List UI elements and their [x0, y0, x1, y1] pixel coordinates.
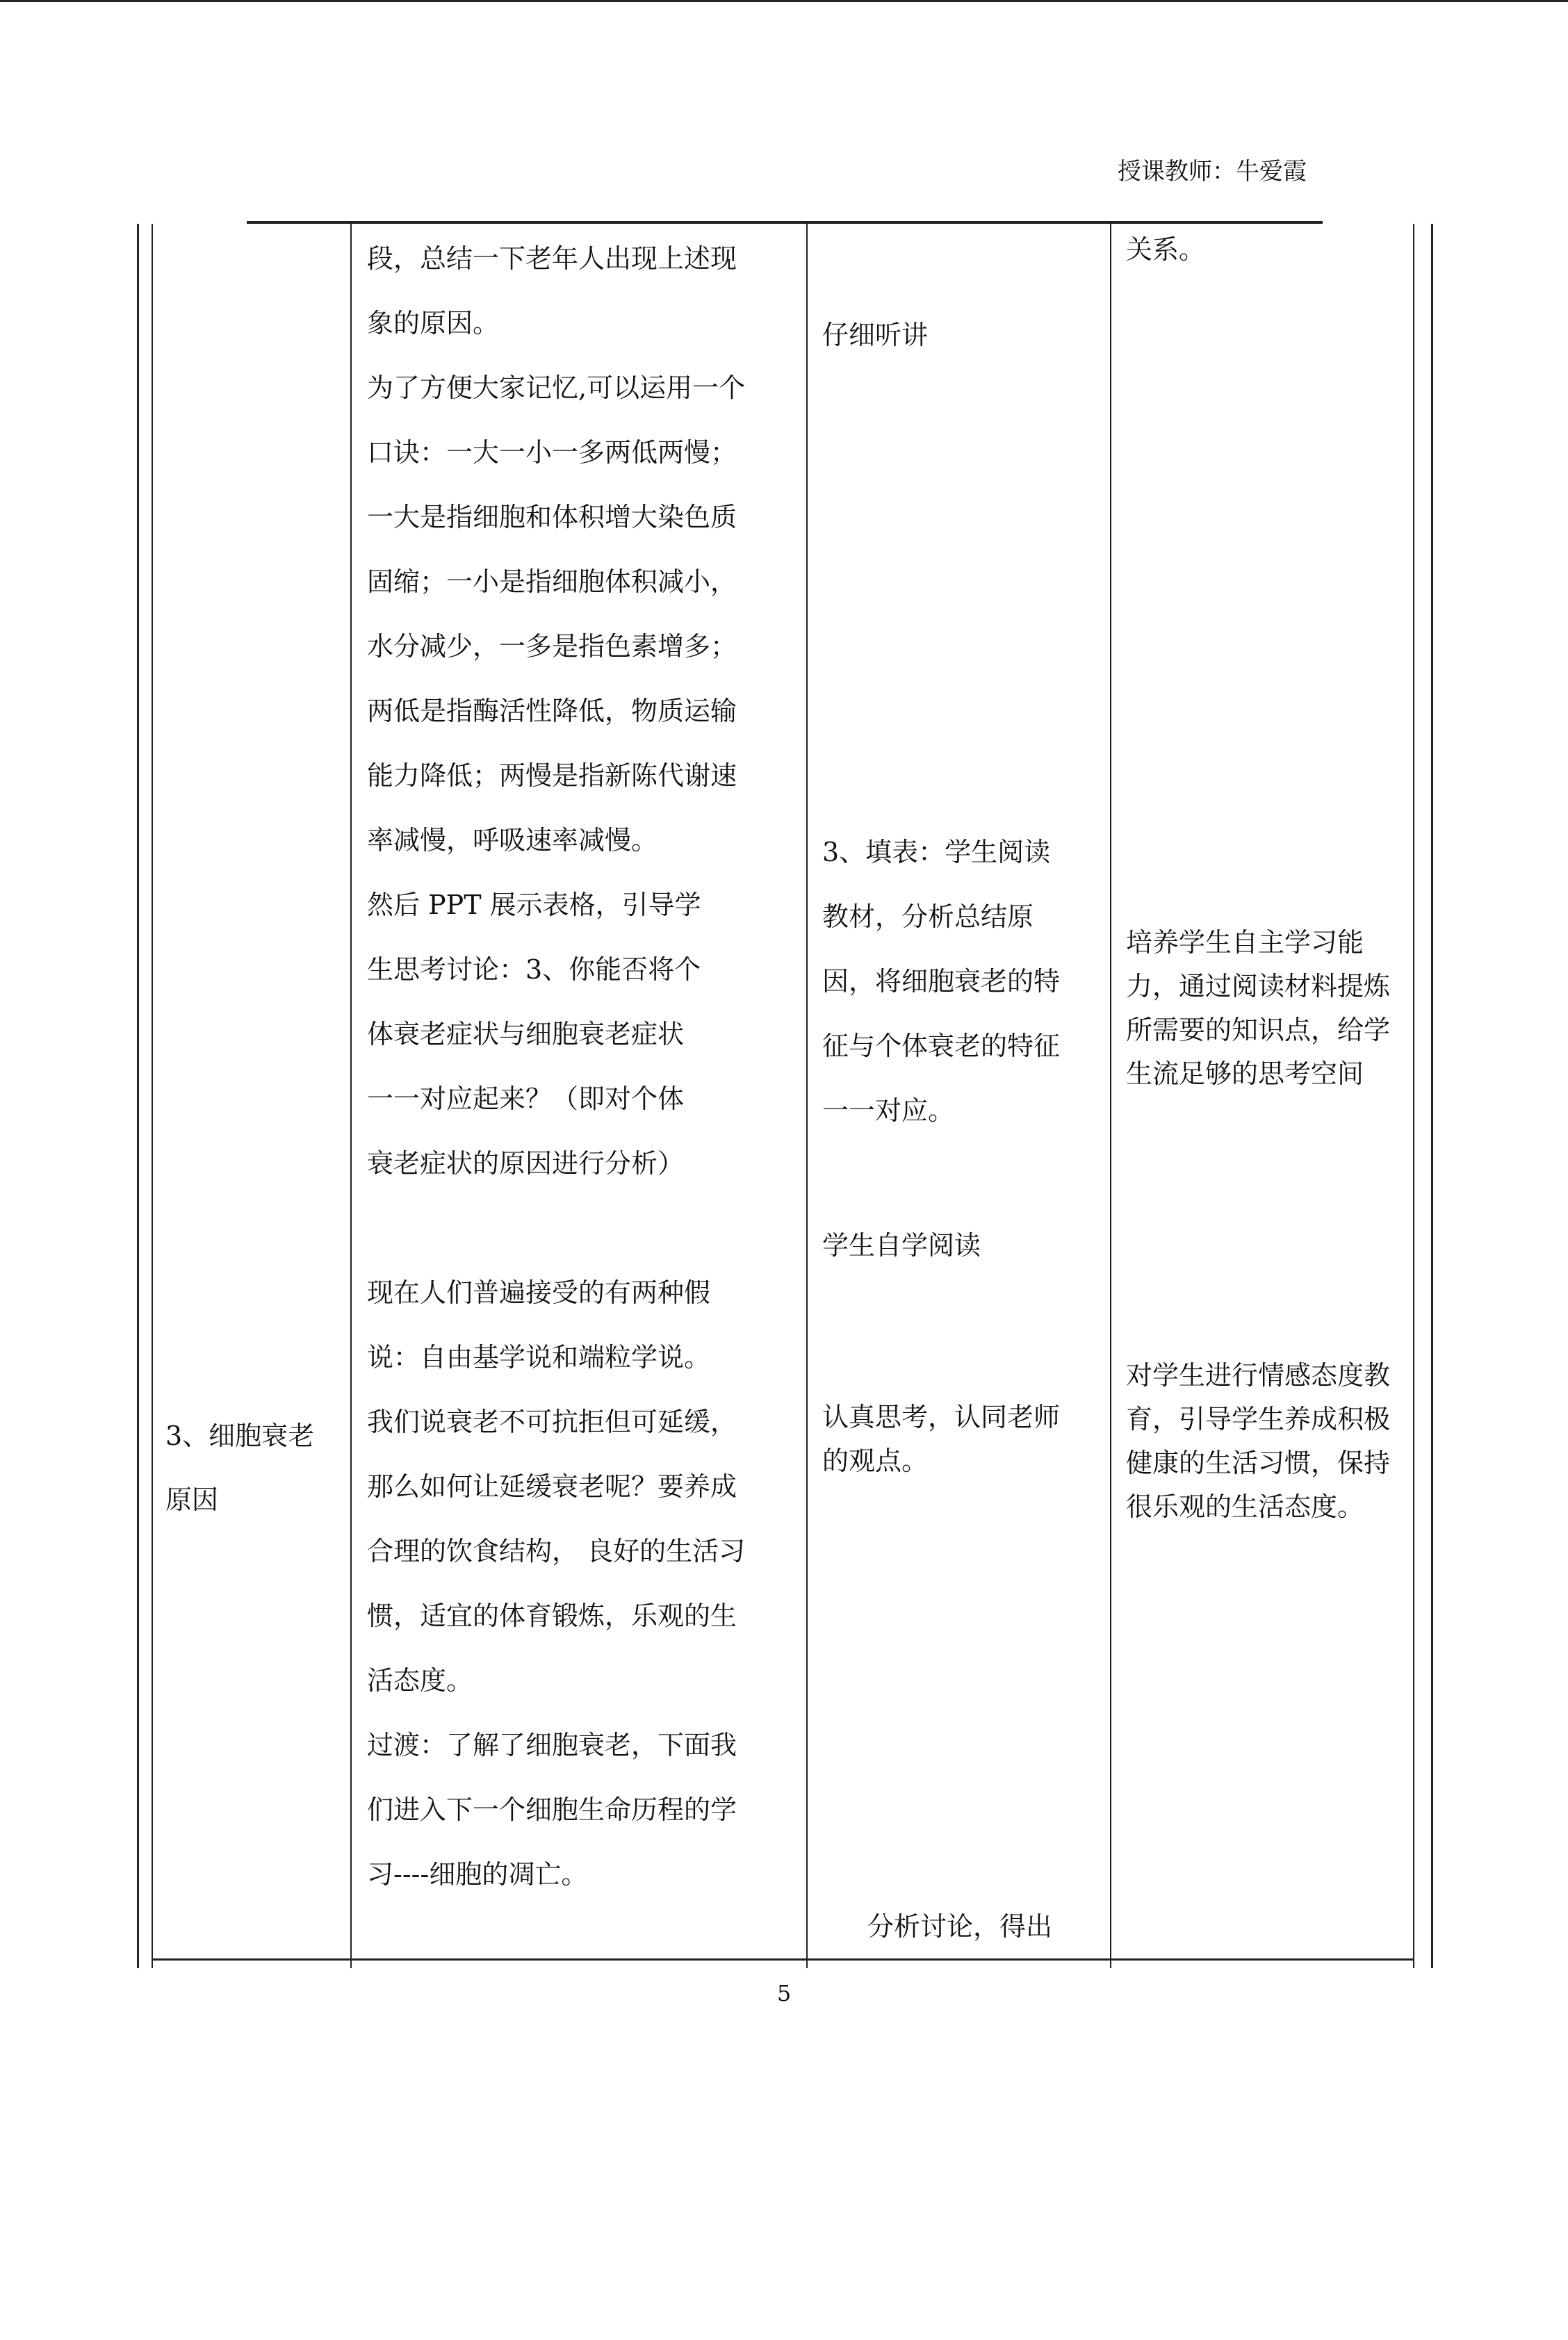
text-line: 率减慢，呼吸速率减慢。	[367, 825, 658, 856]
text-line: 段，总结一下老年人出现上述现	[367, 243, 737, 274]
text-line: 两低是指酶活性降低，物质运输	[367, 696, 737, 726]
text-line: 因，将细胞衰老的特	[822, 966, 1061, 997]
text-line: 一大是指细胞和体积增大染色质	[367, 502, 737, 532]
text-line: 能力降低；两慢是指新陈代谢速	[367, 760, 737, 791]
text-line: 衰老症状的原因进行分析）	[367, 1148, 685, 1179]
intent-relation: 关系。	[1126, 234, 1206, 265]
text-line: 然后 PPT 展示表格，引导学	[367, 890, 701, 920]
text-line: 们进入下一个细胞生命历程的学	[367, 1794, 737, 1825]
student-fill-table	[822, 820, 1100, 1143]
student-think	[822, 1396, 1100, 1483]
table-inner-right-border	[1413, 224, 1414, 1968]
text-line: 说：自由基学说和端粒学说。	[367, 1342, 711, 1373]
text-line: 活态度。	[367, 1665, 473, 1696]
text-line: 水分减少，一多是指色素增多；	[367, 631, 737, 662]
intent-emotion: 对学生进行情感态度教育，引导学生养成积极健康的生活习惯，保持很乐观的生活态度。	[1126, 1360, 1391, 1522]
column-divider-1	[350, 224, 352, 1968]
text-line: 为了方便大家记忆,可以运用一个	[367, 373, 746, 403]
table-outer-left-border	[137, 224, 139, 1968]
text-line: 固缩；一小是指细胞体积减小，	[367, 566, 737, 597]
text-line: 体衰老症状与细胞衰老症状	[367, 1019, 685, 1049]
text-line: 合理的饮食结构， 良好的生活习	[367, 1536, 746, 1566]
text-line: 惯，适宜的体育锻炼，乐观的生	[367, 1601, 737, 1631]
text-line: 象的原因。	[367, 308, 500, 338]
text-line: 口诀：一大一小一多两低两慢；	[367, 437, 737, 468]
section-title-cell: 3、细胞衰老原因	[165, 1421, 315, 1515]
student-discuss: 分析讨论，得出	[867, 1911, 1053, 1942]
column-divider-2	[806, 224, 808, 1968]
text-line: 那么如何让延缓衰老呢？要养成	[367, 1471, 737, 1502]
student-listen: 仔细听讲	[822, 320, 929, 350]
header-rule	[247, 221, 1323, 224]
paragraph-gap	[367, 1196, 798, 1261]
teacher-activity-cell	[367, 227, 798, 1907]
table-inner-left-border	[152, 224, 153, 1968]
text-line: 过渡：了解了细胞衰老，下面我	[367, 1730, 737, 1760]
text-line: 教材，分析总结原	[822, 901, 1034, 932]
text-line: 一一对应起来？（即对个体	[367, 1083, 685, 1114]
top-border	[0, 0, 1568, 2]
text-line: 3、填表：学生阅读	[822, 837, 1051, 867]
text-line: 现在人们普遍接受的有两种假	[367, 1277, 711, 1308]
column-divider-3	[1110, 224, 1111, 1968]
intent-self-learning: 培养学生自主学习能力，通过阅读材料提炼所需要的知识点，给学生流足够的思考空间	[1126, 927, 1391, 1089]
text-line: 征与个体衰老的特征	[822, 1031, 1061, 1061]
student-self-study: 学生自学阅读	[822, 1230, 981, 1261]
page-number: 5	[776, 1980, 792, 2006]
text-line: 生思考讨论：3、你能否将个	[367, 954, 701, 985]
text-line: 我们说衰老不可抗拒但可延缓，	[367, 1407, 737, 1437]
teacher-header: 授课教师：牛爱霞	[1118, 158, 1307, 186]
text-line: 认真思考，认同老师	[822, 1402, 1061, 1432]
text-line: 的观点。	[822, 1446, 929, 1476]
table-outer-right-border	[1431, 224, 1433, 1968]
text-line: 一一对应。	[822, 1095, 955, 1126]
table-bottom-border	[152, 1958, 1414, 1961]
text-line: 习----细胞的凋亡。	[367, 1859, 588, 1890]
